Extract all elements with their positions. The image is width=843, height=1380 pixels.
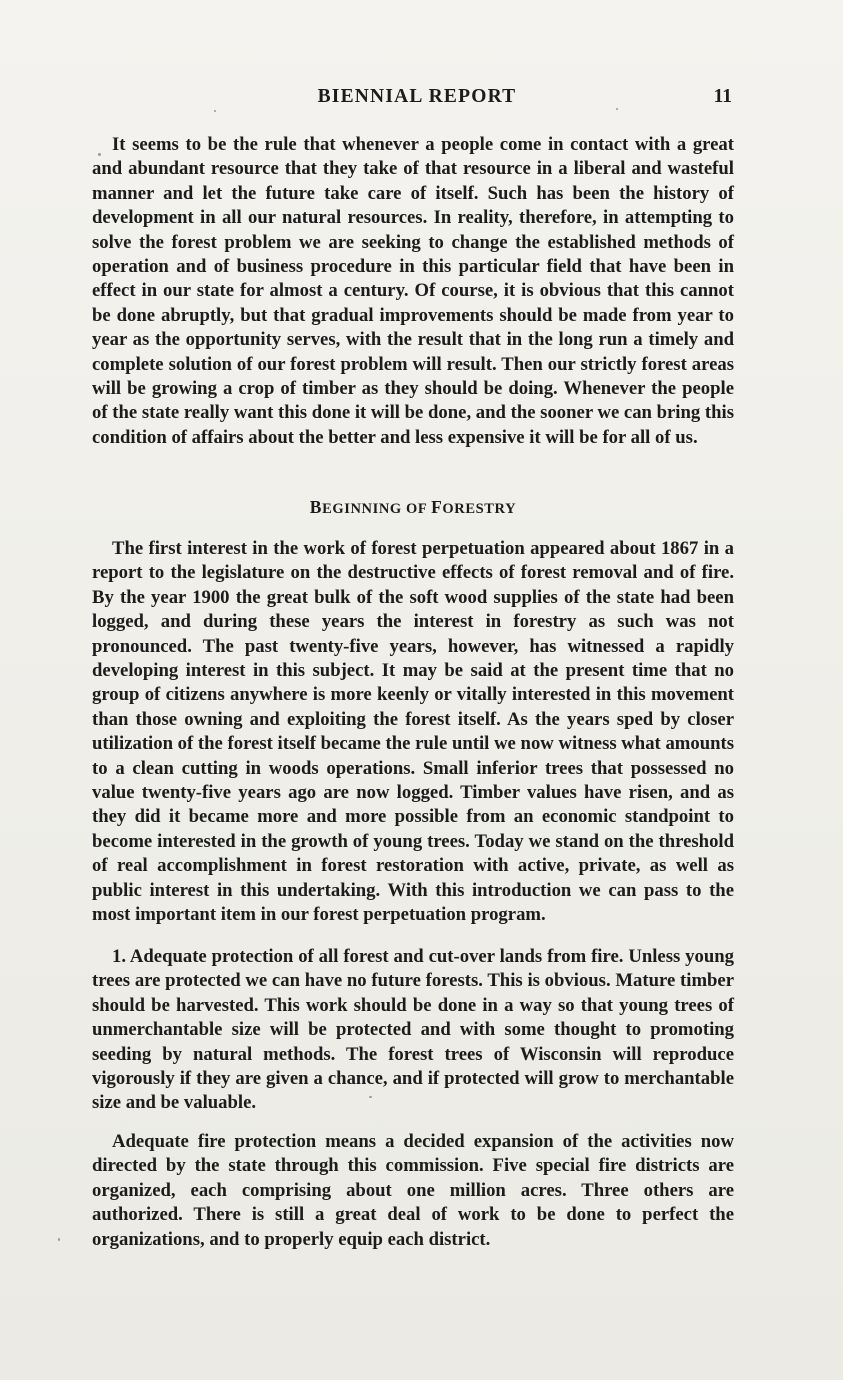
paper-speck — [616, 108, 618, 110]
paper-speck — [98, 153, 101, 156]
paper-speck — [58, 1238, 60, 1241]
item-1-block — [92, 945, 734, 1116]
item-1-lead: 1. Adequate protection of all forest and cut-over lands from fire. — [112, 946, 624, 967]
item-1-paragraph — [92, 945, 734, 1116]
intro-paragraph-block — [92, 133, 734, 450]
fire-protection-paragraph-block — [92, 1130, 734, 1252]
paper-speck — [214, 110, 216, 112]
history-paragraph: The first interest in the work of forest perpetuation appeared about 1867 in a report to the legislature on the destructive effects of forest removal and of fire. By the year 1900 the great bulk of the soft wood supplies of the state had been logged, and during these years the interest in forestry as such was not pronounced. The past twenty-five years, however, has witnessed a rapidly developing interest in this subject. It may be said at the present time that no group of citizens anywhere is more keenly or vitally interested in this movement than those owning and exploiting the forest itself. As the years sped by closer utilization of the forest itself became the rule until we now witness what amounts to a clean cutting in woods operations. Small inferior trees that possessed no value twenty-five years ago are now logged. Timber values have risen, and as they did it became more and more possible from an economic standpoint to become interested in the growth of young trees. Today we stand on the threshold of real accomplishment in forest restoration with active, private, as well as public interest in this undertaking. With this introduction we can pass to the most important item in our forest perpetuation program. — [92, 538, 734, 926]
running-header — [92, 86, 742, 116]
section-heading: BEGINNING OF FORESTRY — [309, 497, 517, 517]
page-number: 11 — [713, 86, 732, 107]
page-title: BIENNIAL REPORT — [317, 86, 517, 107]
intro-paragraph: It seems to be the rule that whenever a people come in contact with a great and abundant resource that they take of that resource in a liberal and wasteful manner and let the future take care of itself. Such has been the history of development in all our natural resources. In reality, therefore, in attempting to solve the forest problem we are seeking to change the established methods of operation and of business procedure in this particular field that have been in effect in our state for almost a century. Of course, it is obvious that this cannot be done abruptly, but that gradual improvements should be made from year to year as the opportunity serves, with the result that in the long run a timely and complete solution of our forest problem will result. Then our strictly forest areas will be growing a crop of timber as they should be doing. Whenever the people of the state really want this done it will be done, and the sooner we can bring this condition of affairs about the better and less expensive it will be for all of us. — [92, 134, 734, 448]
paper-speck — [369, 1096, 372, 1098]
history-paragraph-block — [92, 537, 734, 928]
item-1-text: Unless young trees are protected we can have no future forests. This is obvious. Mature timber should be harvested. This work should be done in a way so that young trees of unmerchantable size will be protected and with some thought to promoting seeding by natural methods. The forest trees of Wisconsin will reproduce vigorously if they are given a chance, and if protected will grow to merchantable size and be valuable. — [92, 946, 734, 1114]
fire-protection-paragraph: Adequate fire protection means a decided expansion of the activities now directed by the state through this commission. Five special fire districts are organized, each comprising about one million acres. Three others are authorized. There is still a great deal of work to be done to perfect the organizations, and to properly equip each district. — [92, 1131, 734, 1250]
